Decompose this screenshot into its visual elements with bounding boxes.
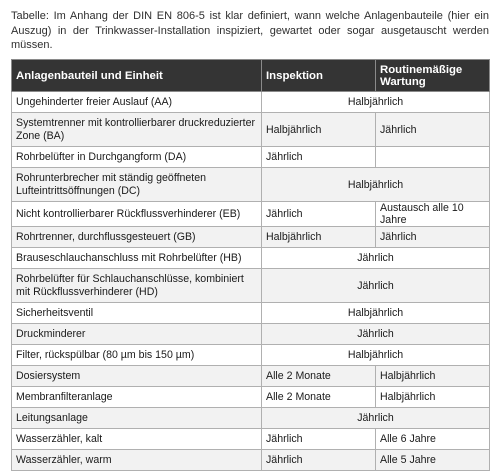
row-inspection: Jährlich <box>262 147 376 168</box>
table-row <box>12 248 490 269</box>
row-component: Leitungsanlage <box>12 408 262 429</box>
row-maintenance: Halbjährlich <box>376 366 490 387</box>
table-row <box>12 366 490 387</box>
row-component: Systemtrenner mit kontrollierbarer druckreduzierter Zone (BA) <box>12 113 262 147</box>
row-inspection: Halbjährlich <box>262 227 376 248</box>
table-row <box>12 147 490 168</box>
row-interval-combined: Jährlich <box>262 248 490 269</box>
header-component: Anlagenbauteil und Einheit <box>12 60 262 92</box>
row-component: Wasserzähler, kalt <box>12 429 262 450</box>
table-row <box>12 202 490 227</box>
row-maintenance: Alle 6 Jahre <box>376 429 490 450</box>
row-maintenance: Jährlich <box>376 227 490 248</box>
table-header-row <box>12 60 490 92</box>
row-component: Druckminderer <box>12 324 262 345</box>
maintenance-table <box>11 59 490 471</box>
table-row <box>12 387 490 408</box>
row-component: Ungehinderter freier Auslauf (AA) <box>12 92 262 113</box>
row-component: Wasserzähler, warm <box>12 450 262 471</box>
row-component: Membranfilteranlage <box>12 387 262 408</box>
row-interval-combined: Halbjährlich <box>262 168 490 202</box>
row-component: Rohrbelüfter in Durchgangform (DA) <box>12 147 262 168</box>
row-interval-combined: Halbjährlich <box>262 303 490 324</box>
table-row <box>12 345 490 366</box>
table-caption: Tabelle: Im Anhang der DIN EN 806-5 ist klar definiert, wann welche Anlagenbauteile (hier ein Auszug) in der Trinkwasser-Installation inspiziert, gewartet oder sogar ausgetauscht werden müssen. <box>11 10 489 52</box>
table-row <box>12 324 490 345</box>
row-inspection: Halbjährlich <box>262 113 376 147</box>
row-interval-combined: Jährlich <box>262 269 490 303</box>
row-component: Sicherheitsventil <box>12 303 262 324</box>
row-maintenance: Jährlich <box>376 113 490 147</box>
table-row <box>12 168 490 202</box>
row-maintenance: Halbjährlich <box>376 387 490 408</box>
row-interval-combined: Halbjährlich <box>262 92 490 113</box>
table-row <box>12 227 490 248</box>
row-component: Rohrtrenner, durchflussgesteuert (GB) <box>12 227 262 248</box>
row-component: Nicht kontrollierbarer Rückflussverhinderer (EB) <box>12 202 262 227</box>
row-maintenance: Austausch alle 10 Jahre <box>376 202 490 227</box>
row-component: Brauseschlauchanschluss mit Rohrbelüfter (HB) <box>12 248 262 269</box>
row-component: Filter, rückspülbar (80 µm bis 150 µm) <box>12 345 262 366</box>
table-row <box>12 408 490 429</box>
row-interval-combined: Halbjährlich <box>262 345 490 366</box>
row-inspection: Jährlich <box>262 450 376 471</box>
row-maintenance <box>376 147 490 168</box>
table-row <box>12 113 490 147</box>
row-component: Dosiersystem <box>12 366 262 387</box>
table-row <box>12 429 490 450</box>
row-interval-combined: Jährlich <box>262 324 490 345</box>
row-inspection: Jährlich <box>262 429 376 450</box>
row-inspection: Alle 2 Monate <box>262 366 376 387</box>
table-row <box>12 303 490 324</box>
row-inspection: Alle 2 Monate <box>262 387 376 408</box>
table-row <box>12 92 490 113</box>
row-inspection: Jährlich <box>262 202 376 227</box>
header-maintenance: Routinemäßige Wartung <box>376 60 490 92</box>
row-interval-combined: Jährlich <box>262 408 490 429</box>
row-component: Rohrunterbrecher mit ständig geöffneten Lufteintrittsöffnungen (DC) <box>12 168 262 202</box>
row-maintenance: Alle 5 Jahre <box>376 450 490 471</box>
header-inspection: Inspektion <box>262 60 376 92</box>
table-row <box>12 450 490 471</box>
table-row <box>12 269 490 303</box>
row-component: Rohrbelüfter für Schlauchanschlüsse, kombiniert mit Rückflussverhinderer (HD) <box>12 269 262 303</box>
